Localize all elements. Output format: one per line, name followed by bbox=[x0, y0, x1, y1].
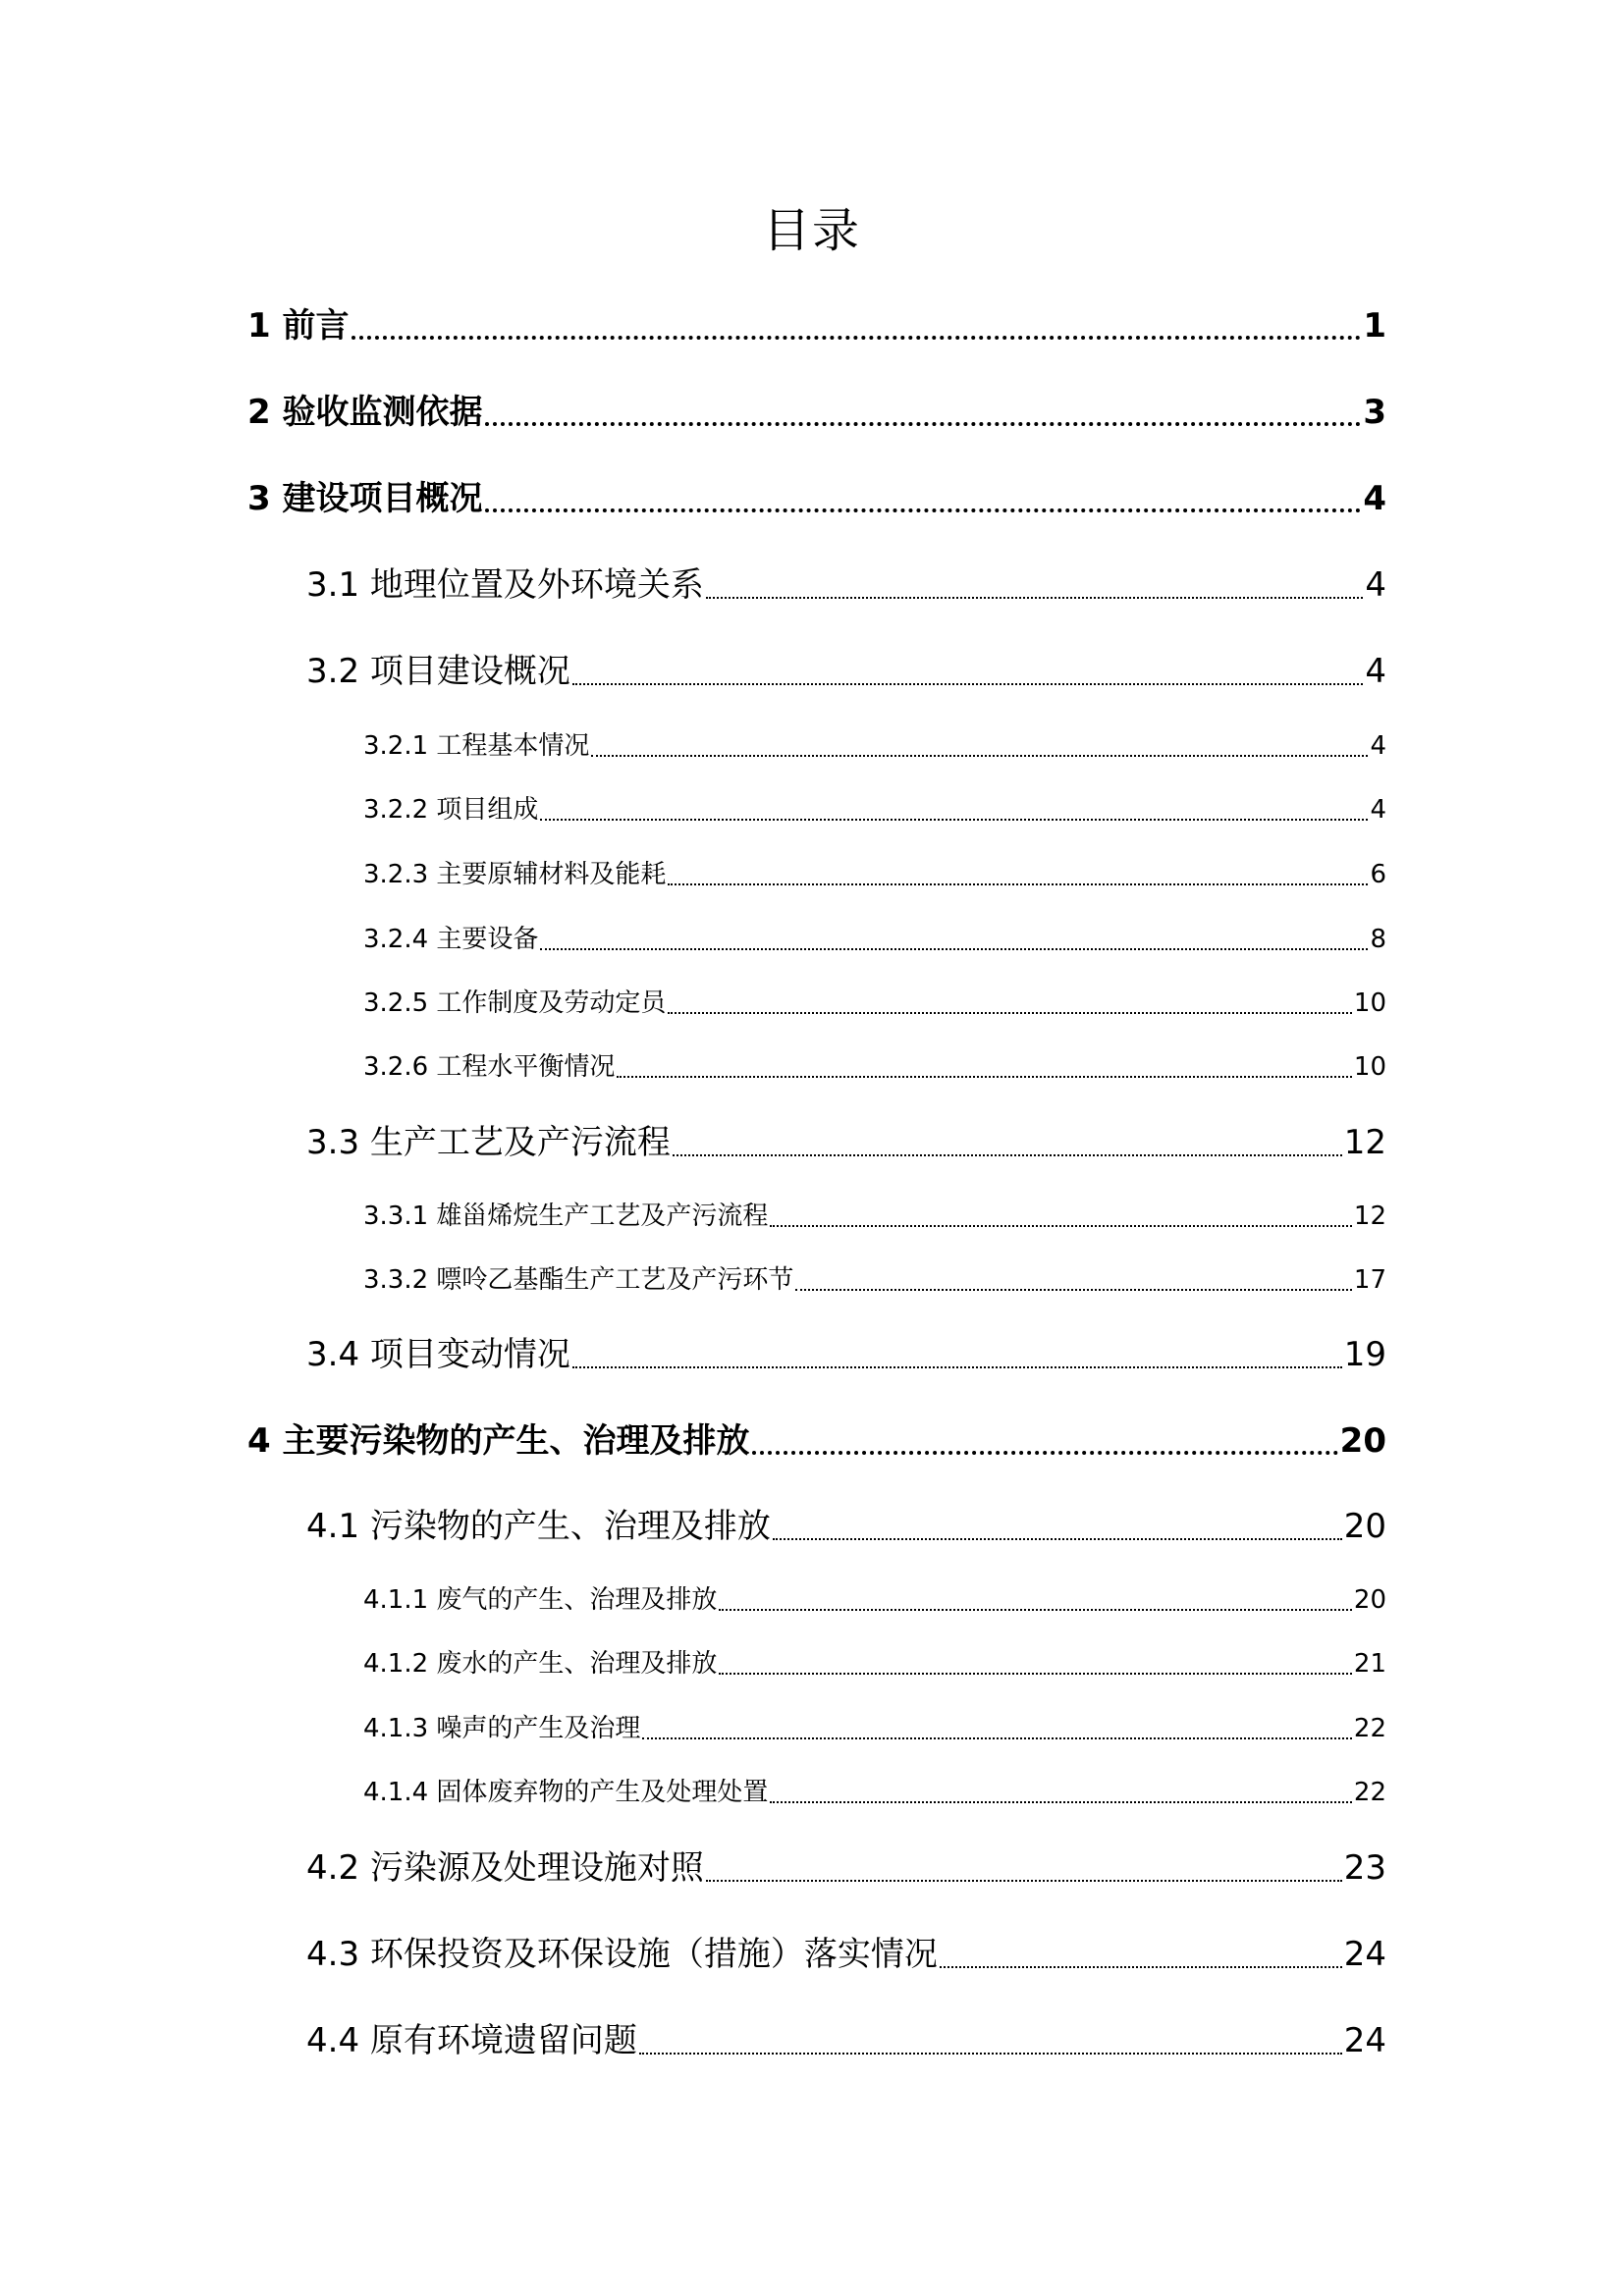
toc-entry-page: 10 bbox=[1353, 988, 1386, 1018]
toc-entry-label: 3 建设项目概况 bbox=[247, 479, 483, 518]
toc-entry-page: 10 bbox=[1353, 1052, 1386, 1082]
toc-entry-label: 4.4 原有环境遗留问题 bbox=[306, 2021, 637, 2060]
toc-entry-label: 3.2.3 主要原辅材料及能耗 bbox=[363, 860, 667, 889]
toc-entry[interactable] bbox=[363, 920, 1386, 959]
toc-entry-page: 3 bbox=[1363, 393, 1386, 432]
toc-entry[interactable] bbox=[363, 1644, 1386, 1683]
dot-leader bbox=[752, 1451, 1338, 1455]
toc-entry[interactable] bbox=[363, 1260, 1386, 1300]
toc-entry-label: 4.1.1 废气的产生、治理及排放 bbox=[363, 1585, 718, 1615]
dot-leader bbox=[485, 508, 1362, 512]
toc-entry-label: 3.2.6 工程水平衡情况 bbox=[363, 1052, 616, 1082]
toc-title: 目录 bbox=[762, 203, 861, 258]
toc-entry-page: 4 bbox=[1363, 479, 1386, 518]
dot-leader bbox=[773, 1538, 1342, 1540]
toc-entry-page: 6 bbox=[1370, 860, 1386, 889]
toc-entry-page: 23 bbox=[1343, 1848, 1386, 1888]
dot-leader bbox=[572, 1366, 1342, 1368]
dot-leader bbox=[591, 755, 1368, 757]
toc-entry-label: 3.2.2 项目组成 bbox=[363, 795, 539, 825]
toc-entry[interactable] bbox=[247, 389, 1386, 436]
toc-entry[interactable] bbox=[306, 648, 1386, 695]
toc-entry-label: 4.1.4 固体废弃物的产生及处理处置 bbox=[363, 1778, 769, 1807]
toc-entry-page: 20 bbox=[1339, 1421, 1386, 1461]
toc-entry-page: 19 bbox=[1343, 1335, 1386, 1374]
toc-entry-label: 2 验收监测依据 bbox=[247, 393, 483, 432]
toc-entry-page: 4 bbox=[1365, 652, 1386, 691]
toc-entry[interactable] bbox=[363, 790, 1386, 829]
toc-entry-label: 3.2.5 工作制度及劳动定员 bbox=[363, 988, 667, 1018]
dot-leader bbox=[940, 1966, 1342, 1968]
toc-entry[interactable] bbox=[306, 1931, 1386, 1978]
toc-entry-label: 3.1 地理位置及外环境关系 bbox=[306, 565, 704, 605]
toc-entry-page: 20 bbox=[1353, 1585, 1386, 1615]
toc-entry[interactable] bbox=[247, 302, 1386, 349]
toc-entry-label: 3.2.1 工程基本情况 bbox=[363, 731, 590, 761]
toc-entry-page: 12 bbox=[1353, 1201, 1386, 1231]
toc-entry-page: 17 bbox=[1353, 1265, 1386, 1295]
dot-leader bbox=[668, 1012, 1351, 1014]
toc-entry[interactable] bbox=[363, 1047, 1386, 1087]
dot-leader bbox=[642, 1737, 1351, 1739]
toc-entry[interactable] bbox=[363, 1197, 1386, 1236]
dot-leader bbox=[572, 683, 1363, 685]
toc-entry-label: 3.3.1 雄甾烯烷生产工艺及产污流程 bbox=[363, 1201, 769, 1231]
toc-entry-page: 4 bbox=[1370, 731, 1386, 761]
toc-entry-label: 4.1.3 噪声的产生及治理 bbox=[363, 1714, 641, 1743]
dot-leader bbox=[719, 1609, 1351, 1611]
toc-entry-label: 3.2.4 主要设备 bbox=[363, 925, 539, 954]
toc-entry-page: 24 bbox=[1343, 2021, 1386, 2060]
dot-leader bbox=[770, 1801, 1351, 1803]
toc-entry-page: 12 bbox=[1343, 1123, 1386, 1162]
toc-entry[interactable] bbox=[363, 984, 1386, 1023]
toc-entry-page: 24 bbox=[1343, 1935, 1386, 1974]
toc-entry-page: 8 bbox=[1370, 925, 1386, 954]
toc-entry[interactable] bbox=[363, 1773, 1386, 1812]
toc-entry-label: 3.4 项目变动情况 bbox=[306, 1335, 570, 1374]
toc-entry-label: 3.3 生产工艺及产污流程 bbox=[306, 1123, 671, 1162]
dot-leader bbox=[719, 1673, 1351, 1675]
dot-leader bbox=[668, 883, 1368, 885]
dot-leader bbox=[540, 948, 1368, 950]
toc-entry-label: 4.3 环保投资及环保设施（措施）落实情况 bbox=[306, 1935, 938, 1974]
toc-entry[interactable] bbox=[306, 1844, 1386, 1892]
toc-entry-label: 3.3.2 嘌呤乙基酯生产工艺及产污环节 bbox=[363, 1265, 794, 1295]
toc-entry-label: 1 前言 bbox=[247, 306, 350, 346]
dot-leader bbox=[706, 597, 1363, 599]
toc-entry[interactable] bbox=[247, 1417, 1386, 1465]
toc-entry[interactable] bbox=[306, 1331, 1386, 1378]
toc-entry[interactable] bbox=[306, 2017, 1386, 2064]
toc-entry[interactable] bbox=[306, 1119, 1386, 1166]
toc-entry[interactable] bbox=[306, 1503, 1386, 1550]
toc-entry-page: 1 bbox=[1363, 306, 1386, 346]
toc-entry-page: 21 bbox=[1353, 1649, 1386, 1679]
dot-leader bbox=[617, 1076, 1351, 1078]
toc-entry-label: 4.2 污染源及处理设施对照 bbox=[306, 1848, 704, 1888]
dot-leader bbox=[639, 2053, 1342, 2055]
dot-leader bbox=[673, 1154, 1342, 1156]
toc-entry-page: 4 bbox=[1365, 565, 1386, 605]
toc-entry[interactable] bbox=[363, 1709, 1386, 1748]
dot-leader bbox=[352, 336, 1362, 340]
dot-leader bbox=[485, 422, 1362, 426]
dot-leader bbox=[770, 1225, 1351, 1227]
toc-entry-page: 22 bbox=[1353, 1714, 1386, 1743]
toc-entry-page: 22 bbox=[1353, 1778, 1386, 1807]
toc-entry-label: 4.1 污染物的产生、治理及排放 bbox=[306, 1507, 771, 1546]
toc-entry[interactable] bbox=[363, 1580, 1386, 1620]
toc-entry[interactable] bbox=[363, 726, 1386, 766]
toc-entry[interactable] bbox=[247, 475, 1386, 522]
toc-entry-label: 4.1.2 废水的产生、治理及排放 bbox=[363, 1649, 718, 1679]
dot-leader bbox=[706, 1880, 1342, 1882]
toc-entry-page: 4 bbox=[1370, 795, 1386, 825]
toc-entry[interactable] bbox=[363, 855, 1386, 894]
dot-leader bbox=[795, 1289, 1351, 1291]
toc-entry-label: 3.2 项目建设概况 bbox=[306, 652, 570, 691]
toc-entry-label: 4 主要污染物的产生、治理及排放 bbox=[247, 1421, 750, 1461]
toc-entry[interactable] bbox=[306, 561, 1386, 609]
dot-leader bbox=[540, 819, 1368, 821]
toc-entry-page: 20 bbox=[1343, 1507, 1386, 1546]
